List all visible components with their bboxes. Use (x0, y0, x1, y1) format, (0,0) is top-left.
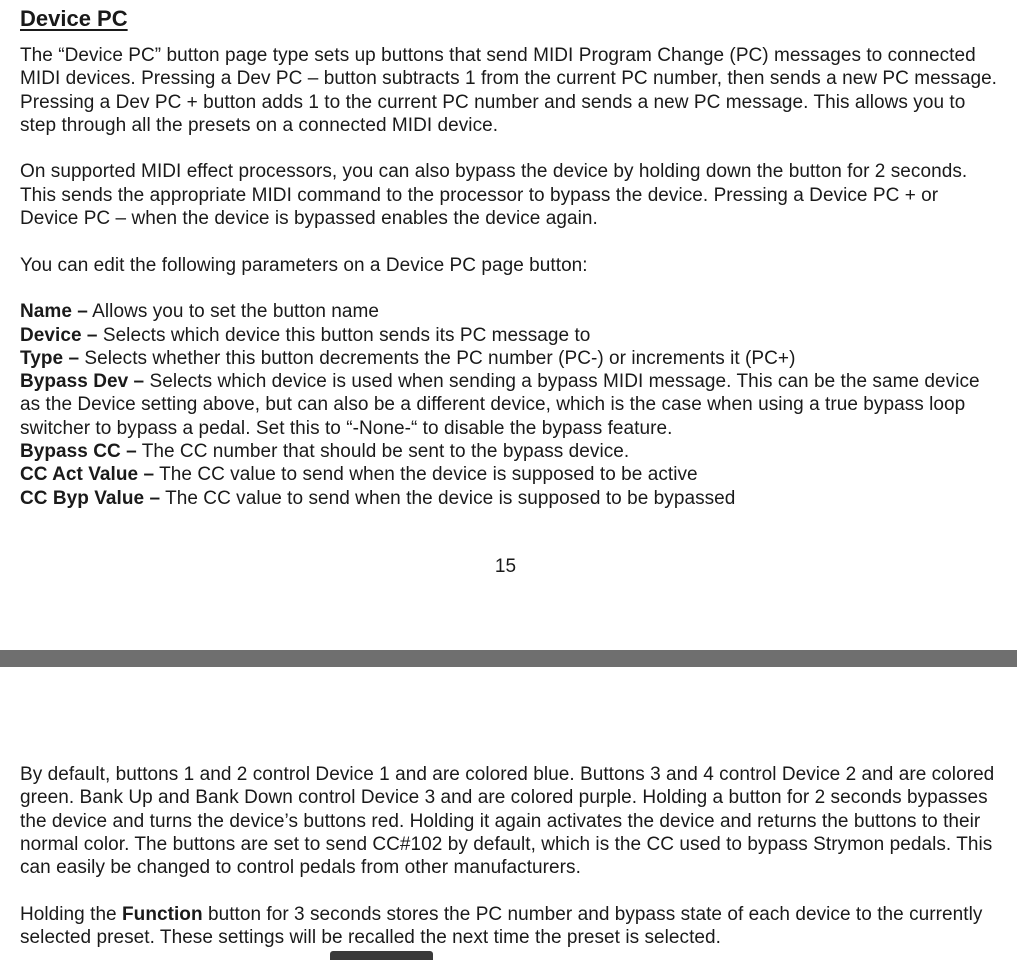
section-heading: Device PC (20, 6, 128, 31)
parameter-device-line (20, 324, 1000, 347)
parameter-label: Bypass Dev – (20, 371, 145, 393)
section-body (20, 44, 1000, 510)
parameter-label: Type – (20, 347, 80, 369)
section-body (20, 763, 1000, 949)
parameter-bypass-cc-line (20, 440, 1000, 463)
parameter-description: The CC number that should be sent to the bypass device. (136, 441, 630, 463)
parameter-label: CC Byp Value – (20, 487, 161, 509)
tooltip-popup (330, 951, 433, 960)
parameter-description: The CC value to send when the device is supposed to be bypassed (160, 487, 736, 509)
parameter-description: The CC value to send when the device is supposed to be active (154, 464, 698, 486)
parameter-description: Selects which device this button sends its PC message to (97, 324, 591, 346)
parameter-cc-byp-line (20, 487, 1000, 510)
parameter-description: Selects which device is used when sending a bypass MIDI message. This can be the same device as the Device setting above, but can also be a different device, which is the case when using a true bypass loop switcher to bypass a pedal. Set this to “-None-“ to disable the bypass feature. (20, 371, 980, 439)
parameter-bypass-dev-line (20, 370, 1000, 440)
page-divider (0, 650, 1017, 667)
intro-paragraph: The “Device PC” button page type sets up buttons that send MIDI Program Change (PC) messages to connected MIDI devices. Pressing a Dev PC – button subtracts 1 from the current PC number, then sends a new PC message. Pressing a Dev PC + button adds 1 to the current PC number and sends a new PC message. This allows you to step through all the presets on a connected MIDI device. (20, 45, 998, 136)
parameters-intro: You can edit the following parameters on a Device PC page button: (20, 254, 588, 276)
page-number: 15 (494, 556, 517, 577)
document-page-16 (0, 667, 1017, 960)
parameter-label: Bypass CC – (20, 441, 137, 463)
function-paragraph-prefix: Holding the (20, 903, 123, 925)
parameter-list (20, 300, 1000, 510)
default-colors-paragraph: By default, buttons 1 and 2 control Device 1 and are colored blue. Buttons 3 and 4 control Device 2 and are colored green. Bank Up and Bank Down control Device 3 and are colored purple. Holding a button for 2 seconds bypasses the device and turns the device’s buttons red. Holding it again activates the device and returns the buttons to their normal color. The buttons are set to send CC#102 by default, which is the CC used to bypass Strymon pedals. This can easily be changed to control pedals from other manufacturers. (20, 764, 995, 879)
parameter-type-line (20, 347, 1000, 370)
function-paragraph (20, 903, 1000, 950)
parameter-name-line (20, 300, 1000, 323)
function-keyword: Function (122, 903, 203, 925)
parameter-label: Name – (20, 301, 88, 323)
parameter-description: Selects whether this button decrements the PC number (PC-) or increments it (PC+) (79, 347, 796, 369)
parameter-cc-act-line (20, 463, 1000, 486)
parameter-label: Device – (20, 324, 98, 346)
parameter-description: Allows you to set the button name (87, 301, 380, 323)
bypass-paragraph: On supported MIDI effect processors, you can also bypass the device by holding down the button for 2 seconds. This sends the appropriate MIDI command to the processor to bypass the device. Pressing a Device PC + or Device PC – when the device is bypassed enables the device again. (20, 161, 968, 230)
parameter-label: CC Act Value – (20, 464, 155, 486)
function-paragraph-suffix: button for 3 seconds stores the PC number and bypass state of each device to the currently selected preset. These settings will be recalled the next time the preset is selected. (20, 903, 983, 949)
